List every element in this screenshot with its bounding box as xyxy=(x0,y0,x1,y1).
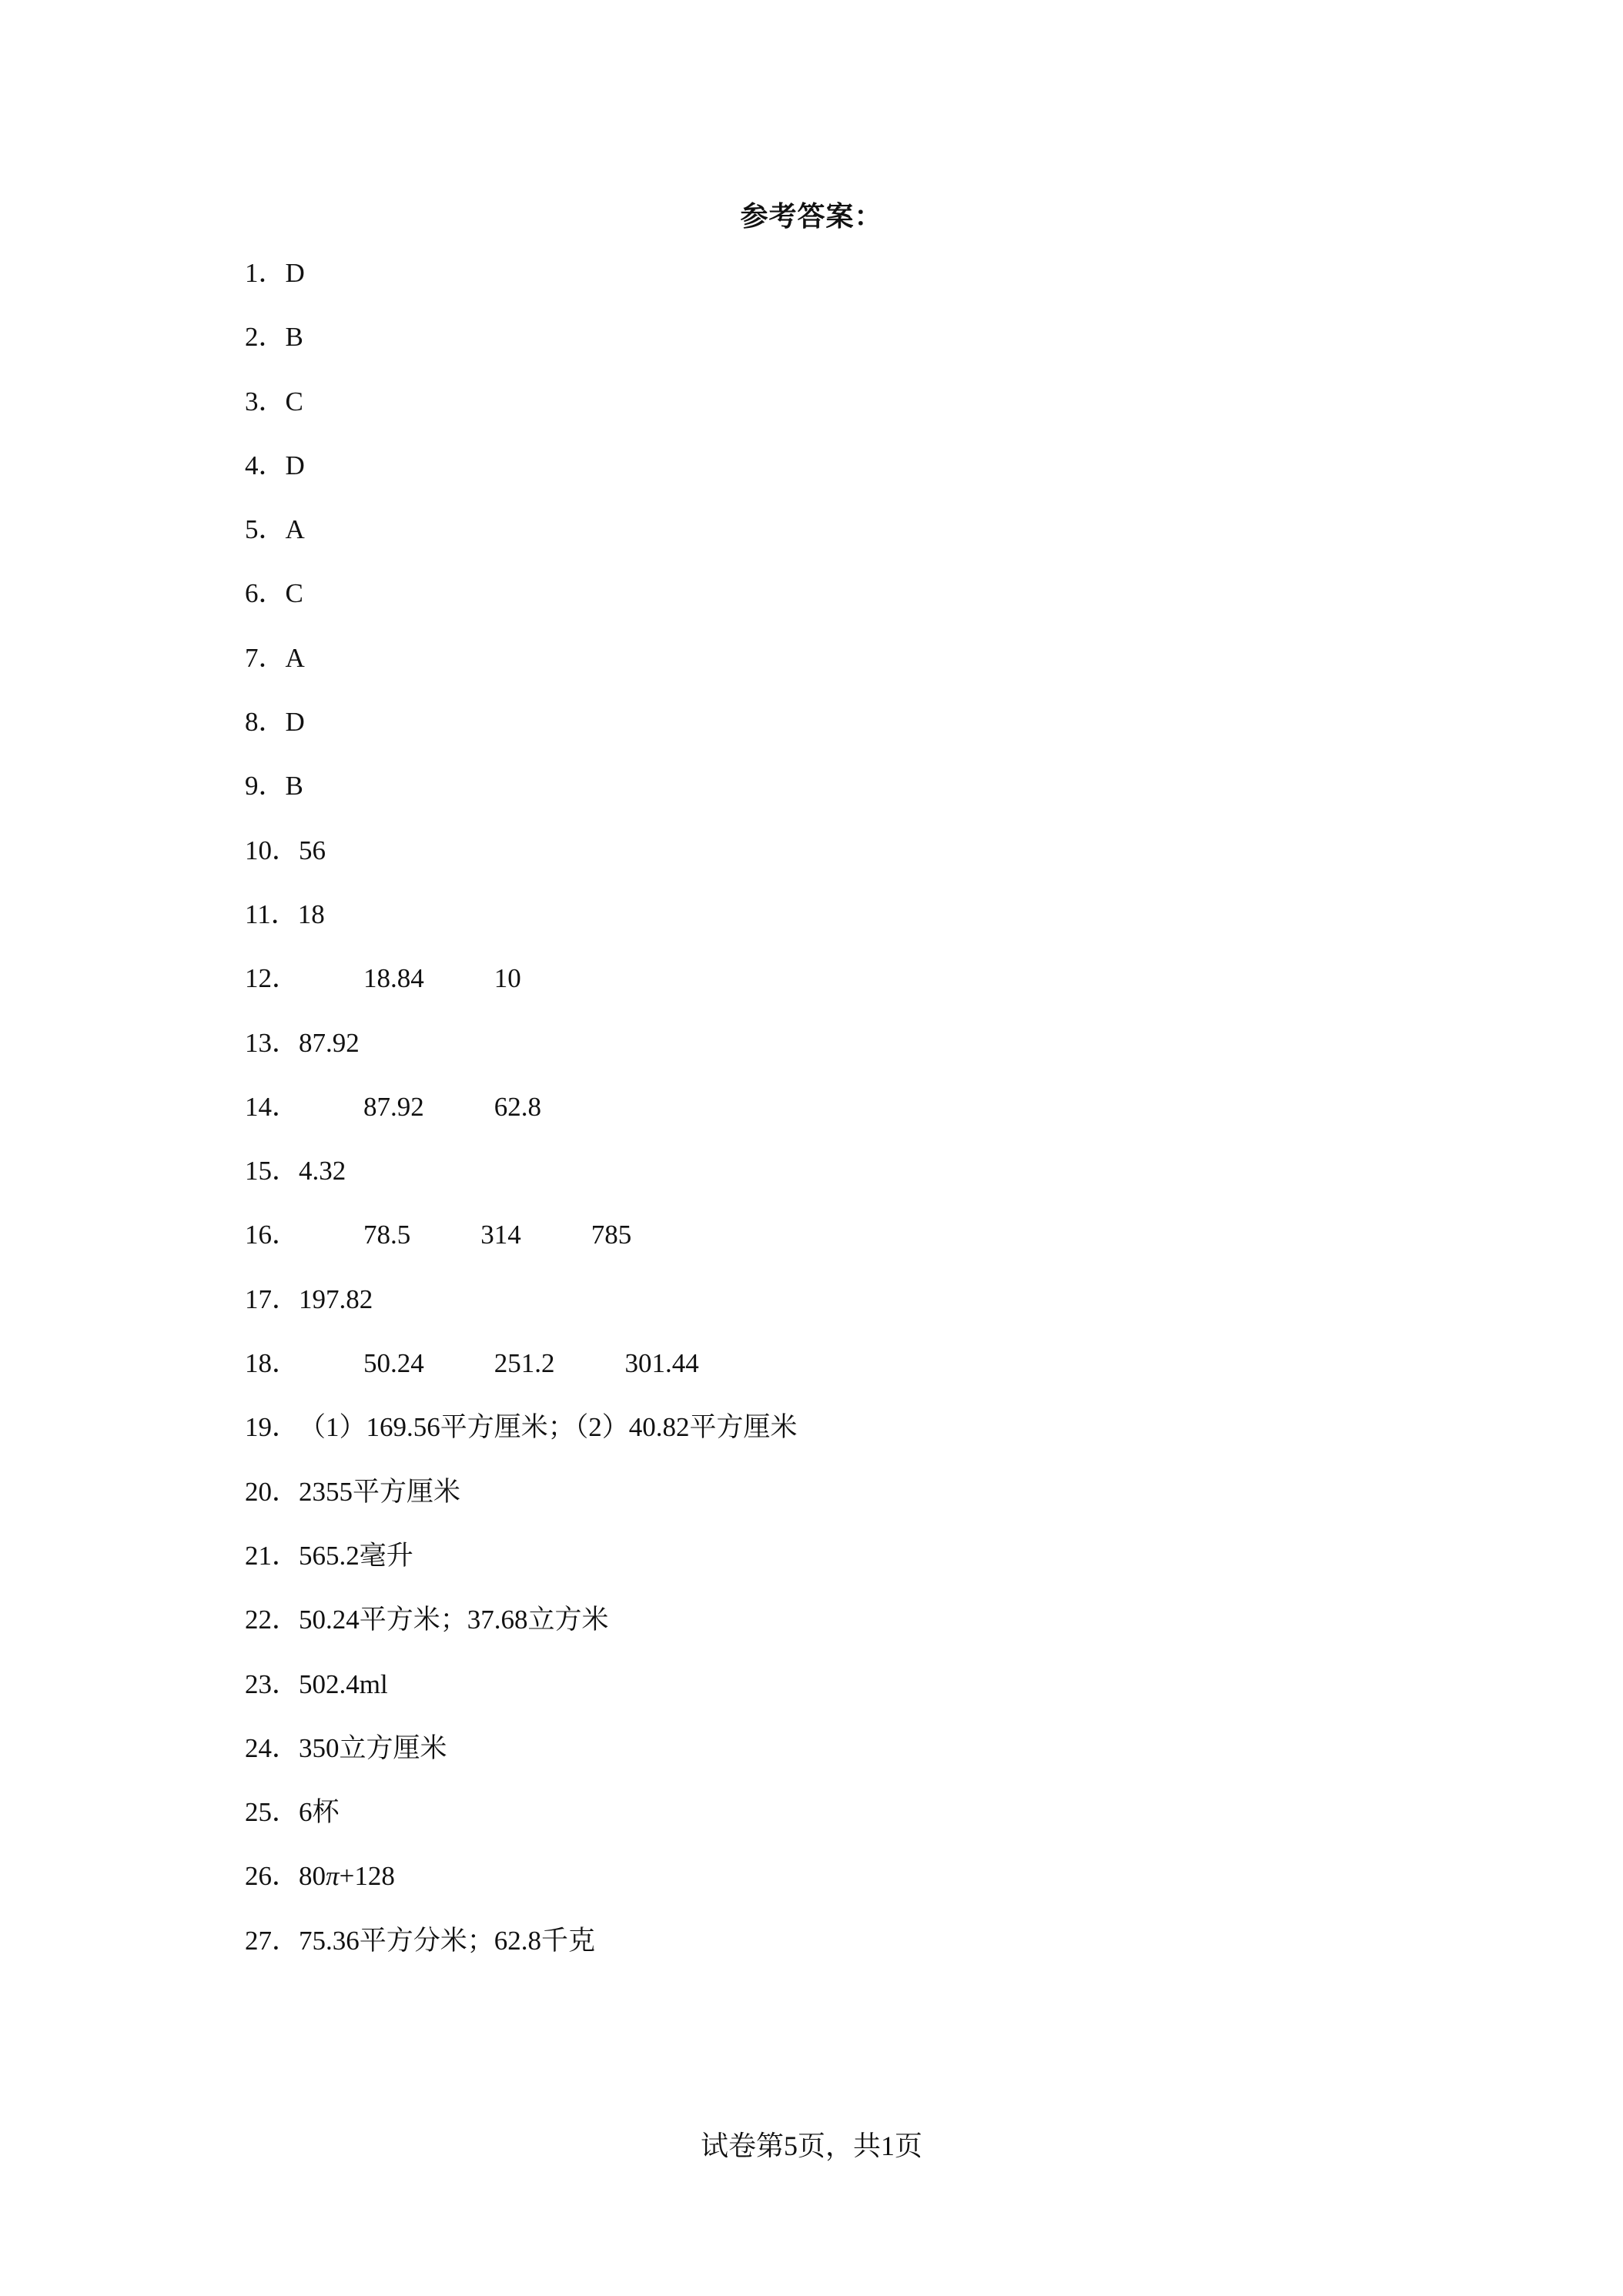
answer-number: 15． xyxy=(245,1156,300,1186)
answer-text: 56 xyxy=(299,835,326,865)
answer-item xyxy=(245,1919,798,1983)
answer-item xyxy=(245,893,798,957)
answer-number: 24． xyxy=(245,1732,300,1763)
answer-number: 23． xyxy=(245,1668,300,1699)
answer-number: 1． xyxy=(245,258,286,288)
answer-blanks xyxy=(363,1213,701,1257)
answer-item xyxy=(245,380,798,444)
answer-number: 9． xyxy=(245,771,286,802)
answer-item xyxy=(245,1791,798,1855)
answer-blanks xyxy=(363,1086,611,1129)
page-title: 参考答案： xyxy=(740,201,883,232)
answer-text: （1）169.56平方厘米；（2）40.82平方厘米 xyxy=(299,1412,798,1443)
answer-text: 6杯 xyxy=(299,1797,340,1828)
answer-item xyxy=(245,1213,798,1277)
answer-item xyxy=(245,1855,798,1919)
answer-item xyxy=(245,444,798,508)
answer-text: C xyxy=(285,578,303,609)
answer-blank-value: 785 xyxy=(591,1220,632,1250)
answer-item xyxy=(245,829,798,893)
answer-item xyxy=(245,508,798,572)
answer-text: 80π+128 xyxy=(299,1861,395,1892)
answer-number: 27． xyxy=(245,1925,300,1956)
answer-item xyxy=(245,316,798,380)
answer-text: 502.4ml xyxy=(299,1668,388,1699)
answer-text: 18 xyxy=(297,899,325,929)
answer-text: 75.36平方分米；62.8千克 xyxy=(299,1925,596,1956)
answer-item xyxy=(245,1150,798,1213)
answer-blank-value: 50.24 xyxy=(363,1348,424,1379)
answer-number: 21． xyxy=(245,1540,300,1571)
answer-text: A xyxy=(285,642,305,673)
answer-item xyxy=(245,1086,798,1150)
answer-number: 20． xyxy=(245,1476,300,1507)
answer-number: 12． xyxy=(245,963,300,994)
answer-blank-value: 18.84 xyxy=(363,963,424,994)
answer-item xyxy=(245,1406,798,1470)
answer-number: 11． xyxy=(245,899,298,929)
answer-item xyxy=(245,252,798,316)
answer-blanks xyxy=(363,957,591,1000)
answer-number: 4． xyxy=(245,450,286,480)
page-footer: 试卷第5页，共1页 xyxy=(700,2130,922,2161)
answer-text: 87.92 xyxy=(299,1027,360,1058)
answer-number: 3． xyxy=(245,386,286,417)
answer-number: 26． xyxy=(245,1861,300,1892)
answer-number: 16． xyxy=(245,1220,300,1250)
answer-blank-value: 10 xyxy=(494,963,521,994)
answer-number: 13． xyxy=(245,1027,300,1058)
answer-blanks xyxy=(363,1342,769,1385)
answer-text: 2355平方厘米 xyxy=(299,1476,461,1507)
answer-number: 17． xyxy=(245,1284,300,1314)
answer-number: 10． xyxy=(245,835,300,865)
answer-number: 8． xyxy=(245,707,286,738)
answer-text: D xyxy=(285,450,305,480)
answer-item xyxy=(245,957,798,1021)
answer-number: 25． xyxy=(245,1797,300,1828)
answer-text: B xyxy=(285,771,303,802)
answer-text: D xyxy=(285,707,305,738)
answer-item xyxy=(245,1278,798,1342)
answer-number: 14． xyxy=(245,1091,300,1122)
answer-text: 197.82 xyxy=(299,1284,373,1314)
answer-item xyxy=(245,1727,798,1791)
answer-number: 19． xyxy=(245,1412,300,1443)
answer-text: 350立方厘米 xyxy=(299,1732,447,1763)
answer-number: 5． xyxy=(245,514,286,545)
answer-blank-value: 301.44 xyxy=(624,1348,699,1379)
answer-item xyxy=(245,1535,798,1598)
answer-item xyxy=(245,1342,798,1406)
answer-item xyxy=(245,1471,798,1535)
answer-item xyxy=(245,1663,798,1727)
answer-blank-value: 314 xyxy=(480,1220,521,1250)
answer-number: 6． xyxy=(245,578,286,609)
answer-blank-value: 78.5 xyxy=(363,1220,411,1250)
answer-number: 2． xyxy=(245,322,286,353)
answer-number: 18． xyxy=(245,1348,300,1379)
answer-item xyxy=(245,701,798,765)
answer-item xyxy=(245,637,798,701)
answer-text: B xyxy=(285,322,303,353)
answer-text: D xyxy=(285,258,305,288)
answer-list xyxy=(245,252,798,1983)
answer-text: 4.32 xyxy=(299,1156,346,1186)
answer-item xyxy=(245,572,798,636)
answer-item xyxy=(245,765,798,828)
answer-text: C xyxy=(285,386,303,417)
answer-blank-value: 251.2 xyxy=(494,1348,555,1379)
answer-number: 7． xyxy=(245,642,286,673)
answer-item xyxy=(245,1022,798,1086)
answer-text: 565.2毫升 xyxy=(299,1540,413,1571)
answer-blank-value: 87.92 xyxy=(363,1091,424,1122)
answer-text: A xyxy=(285,514,305,545)
answer-text: 50.24平方米；37.68立方米 xyxy=(299,1605,609,1635)
answer-blank-value: 62.8 xyxy=(494,1091,542,1122)
answer-item xyxy=(245,1598,798,1662)
answer-number: 22． xyxy=(245,1605,300,1635)
